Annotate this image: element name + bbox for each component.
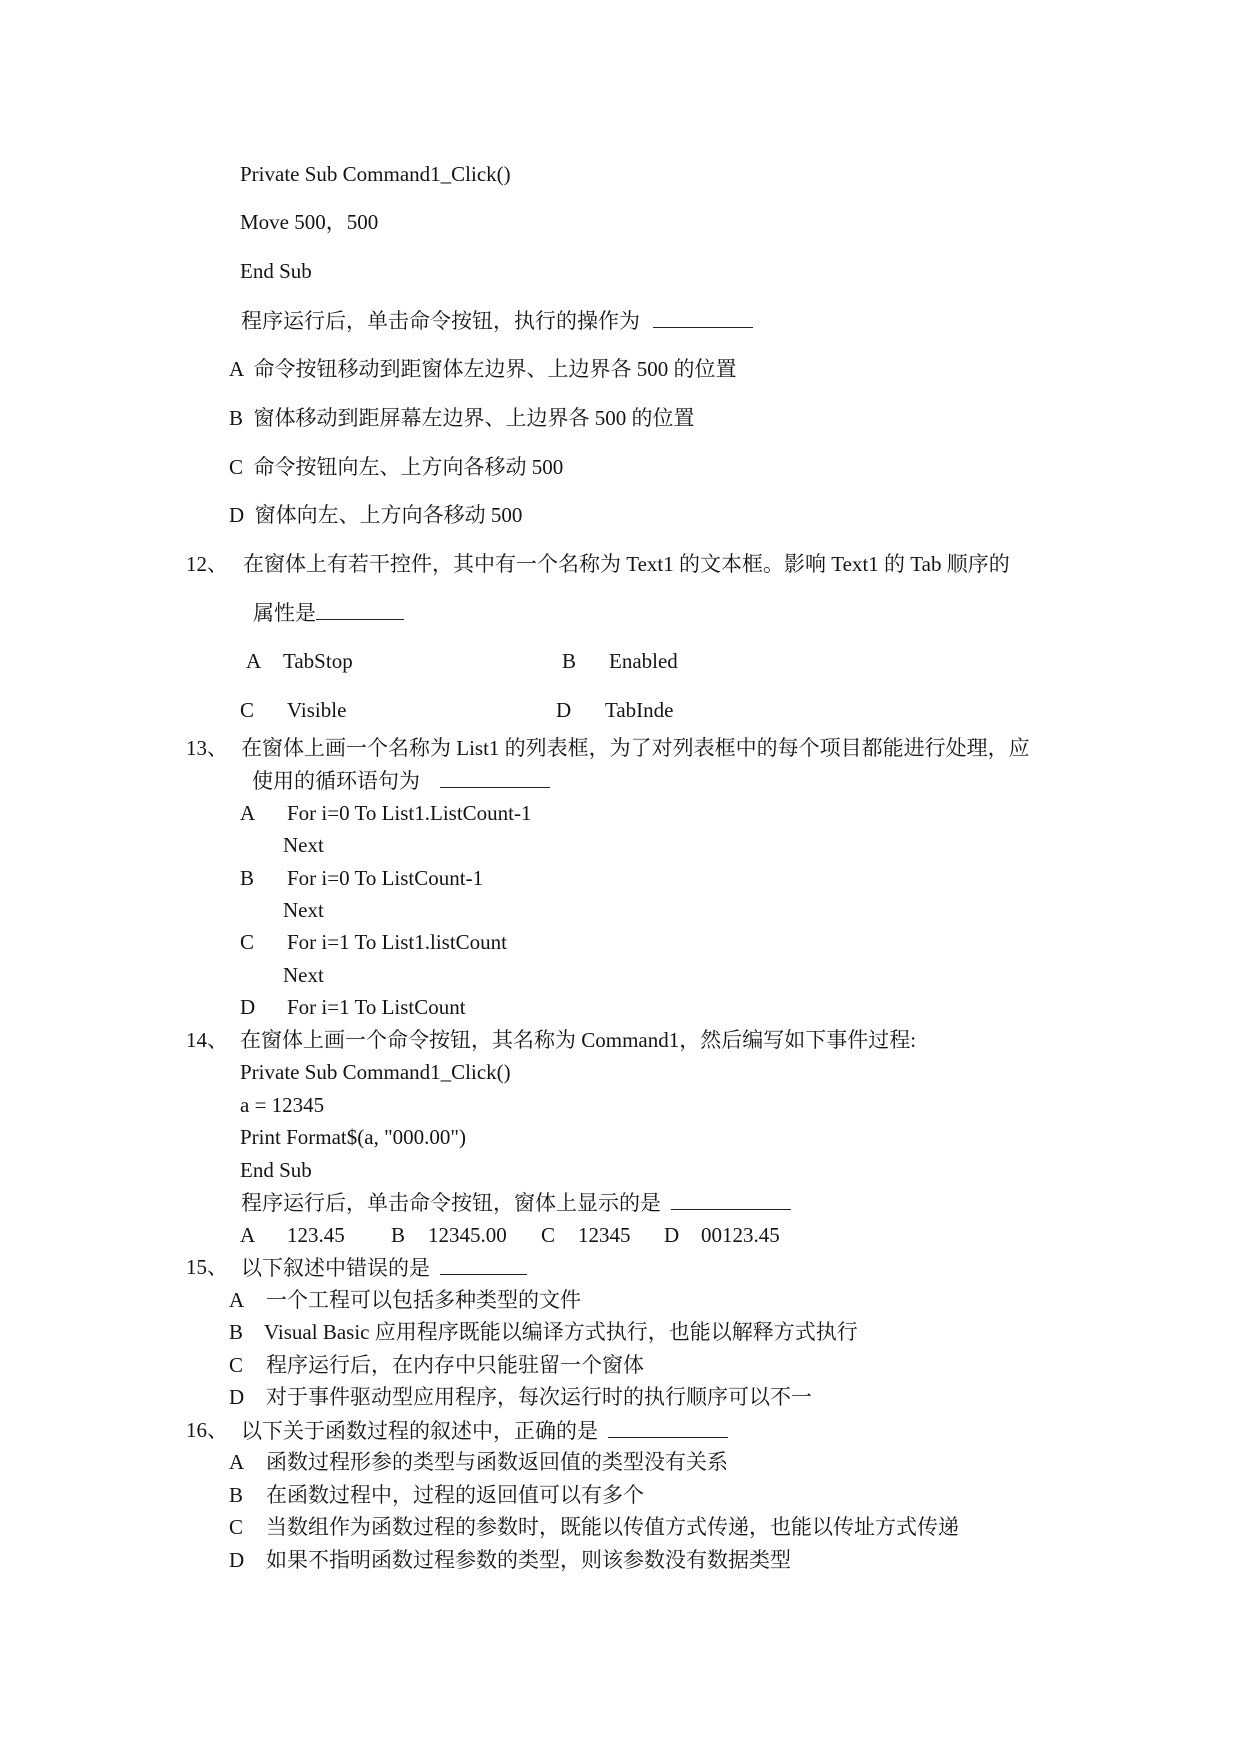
option-letter: B	[240, 866, 255, 890]
option-letter: B	[391, 1223, 406, 1247]
option-letter: D	[556, 698, 572, 722]
option-letter: C	[240, 698, 255, 722]
q11-option-b	[229, 406, 695, 430]
q11-option-d	[229, 503, 522, 527]
option-letter: B	[229, 1483, 244, 1507]
q16-question	[241, 1418, 728, 1443]
option-letter: A	[229, 357, 244, 381]
option-text: 命令按钮向左、上方向各移动 500	[253, 455, 564, 479]
q11-code-line-3: End Sub	[240, 259, 312, 283]
option-letter: C	[541, 1223, 556, 1247]
option-letter: B	[229, 406, 244, 430]
answer-blank	[671, 1190, 791, 1210]
q12-option-c	[240, 698, 347, 722]
q14-code-line-1: Private Sub Command1_Click()	[240, 1060, 511, 1084]
q13-option-a	[240, 801, 532, 825]
q14-code-line-2: a = 12345	[240, 1093, 325, 1117]
option-text: 窗体向左、上方向各移动 500	[254, 503, 523, 527]
answer-blank	[440, 1255, 527, 1275]
option-letter: B	[562, 649, 577, 673]
q13-option-c	[240, 930, 508, 954]
q15-number: 15、	[186, 1255, 228, 1279]
q12-question-text: 属性是	[253, 601, 316, 625]
option-text: 函数过程形参的类型与函数返回值的类型没有关系	[266, 1450, 728, 1474]
option-text: TabStop	[283, 649, 353, 673]
q13-option-d	[240, 995, 466, 1019]
option-letter: C	[240, 930, 255, 954]
q16-option-d	[229, 1548, 791, 1572]
q13-number: 13、	[186, 736, 228, 760]
q12-number: 12、	[186, 552, 228, 576]
option-text: 00123.45	[701, 1223, 780, 1247]
q11-option-a	[229, 357, 737, 381]
option-letter: D	[229, 503, 245, 527]
option-letter: D	[240, 995, 256, 1019]
answer-blank	[440, 768, 550, 788]
option-text: 对于事件驱动型应用程序，每次运行时的执行顺序可以不一	[266, 1385, 812, 1409]
option-text: For i=1 To List1.listCount	[287, 930, 508, 954]
option-text: 程序运行后，在内存中只能驻留一个窗体	[266, 1353, 644, 1377]
q16-number: 16、	[186, 1418, 228, 1442]
q14-number: 14、	[186, 1028, 228, 1052]
option-text: 12345	[578, 1223, 631, 1247]
q16-option-b	[229, 1483, 644, 1507]
option-letter: A	[229, 1288, 245, 1312]
answer-blank	[316, 600, 404, 620]
q12-question-line-2	[253, 600, 404, 625]
option-text: For i=0 To List1.ListCount-1	[287, 801, 532, 825]
q12-question-line-1: 在窗体上有若干控件，其中有一个名称为 Text1 的文本框。影响 Text1 的 Tab 顺序的	[243, 552, 1010, 576]
q13-question-line-1: 在窗体上画一个名称为 List1 的列表框，为了对列表框中的每个项目都能进行处理，应	[241, 736, 1030, 760]
q11-code-line-1: Private Sub Command1_Click()	[240, 162, 511, 186]
option-letter: C	[229, 1515, 244, 1539]
q15-option-c	[229, 1353, 644, 1377]
option-text: 一个工程可以包括多种类型的文件	[266, 1288, 581, 1312]
option-letter: B	[229, 1320, 244, 1344]
q13-option-c-next: Next	[283, 963, 324, 987]
option-text: TabInde	[605, 698, 674, 722]
option-letter: D	[664, 1223, 680, 1247]
q16-question-text: 以下关于函数过程的叙述中，正确的是	[241, 1419, 598, 1443]
option-letter: D	[229, 1548, 245, 1572]
q11-question-text: 程序运行后，单击命令按钮，执行的操作为	[241, 309, 640, 333]
q14-option-c	[541, 1223, 631, 1247]
option-letter: A	[240, 1223, 256, 1247]
q14-prompt	[241, 1190, 791, 1215]
option-text: Visual Basic 应用程序既能以编译方式执行，也能以解释方式执行	[264, 1320, 858, 1344]
q15-option-a	[229, 1288, 581, 1312]
q14-option-a	[240, 1223, 345, 1247]
option-letter: A	[246, 649, 262, 673]
option-text: For i=1 To ListCount	[287, 995, 466, 1019]
option-letter: C	[229, 455, 244, 479]
option-text: 当数组作为函数过程的参数时，既能以传值方式传递，也能以传址方式传递	[266, 1515, 959, 1539]
q12-option-b	[562, 649, 678, 673]
q13-question-line-2	[252, 768, 550, 793]
option-text: Enabled	[609, 649, 678, 673]
q14-option-b	[391, 1223, 507, 1247]
option-text: 123.45	[287, 1223, 345, 1247]
q14-code-line-4: End Sub	[240, 1158, 312, 1182]
q11-question	[241, 308, 753, 333]
q13-option-a-next: Next	[283, 833, 324, 857]
q14-code-line-3: Print Format$(a, "000.00")	[240, 1125, 466, 1149]
q14-prompt-text: 程序运行后，单击命令按钮，窗体上显示的是	[241, 1191, 661, 1215]
q14-option-d	[664, 1223, 780, 1247]
q12-option-d	[556, 698, 674, 722]
option-letter: C	[229, 1353, 244, 1377]
option-letter: A	[240, 801, 256, 825]
q15-option-d	[229, 1385, 812, 1409]
q15-question	[241, 1255, 527, 1280]
q11-code-line-2: Move 500，500	[240, 210, 379, 234]
answer-blank	[608, 1418, 728, 1438]
option-text: Visible	[287, 698, 347, 722]
q14-question: 在窗体上画一个命令按钮，其名称为 Command1，然后编写如下事件过程:	[240, 1028, 917, 1052]
option-letter: A	[229, 1450, 245, 1474]
q13-question-text: 使用的循环语句为	[252, 769, 420, 793]
option-letter: D	[229, 1385, 245, 1409]
q16-option-c	[229, 1515, 959, 1539]
q15-option-b	[229, 1320, 858, 1344]
option-text: 在函数过程中，过程的返回值可以有多个	[266, 1483, 644, 1507]
option-text: 窗体移动到距屏幕左边界、上边界各 500 的位置	[253, 406, 695, 430]
q13-option-b	[240, 866, 484, 890]
q15-question-text: 以下叙述中错误的是	[241, 1256, 430, 1280]
q11-option-c	[229, 455, 563, 479]
option-text: 12345.00	[428, 1223, 507, 1247]
option-text: For i=0 To ListCount-1	[287, 866, 484, 890]
option-text: 命令按钮移动到距窗体左边界、上边界各 500 的位置	[253, 357, 737, 381]
q12-option-a	[246, 649, 353, 673]
option-text: 如果不指明函数过程参数的类型，则该参数没有数据类型	[266, 1548, 791, 1572]
answer-blank	[653, 308, 753, 328]
q16-option-a	[229, 1450, 728, 1474]
q13-option-b-next: Next	[283, 898, 324, 922]
